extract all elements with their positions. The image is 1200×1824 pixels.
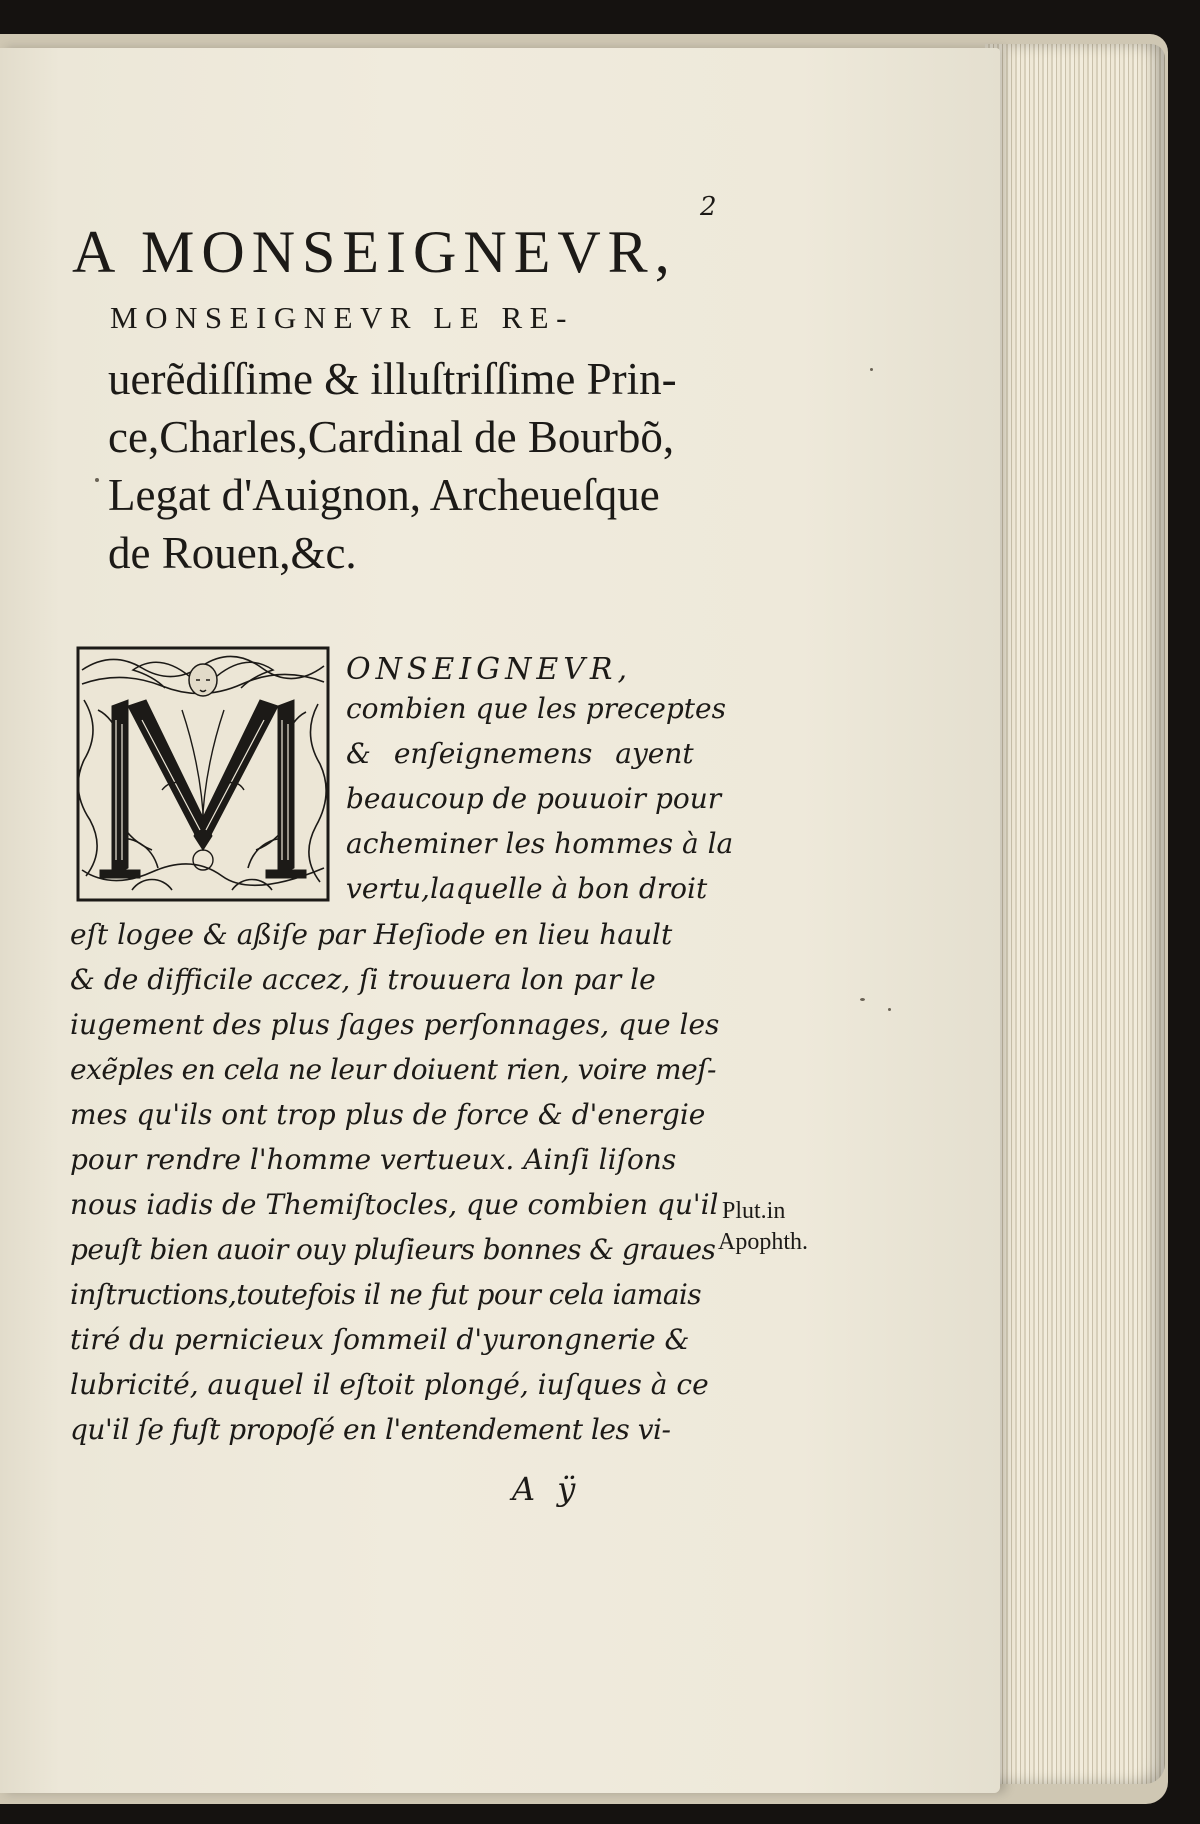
body-line: pour rendre l'homme vertueux. Ainſi liſons (70, 1143, 677, 1176)
ornamental-drop-capital (72, 640, 334, 908)
body-line: tiré du pernicieux ſommeil d'yurongnerie & (70, 1323, 690, 1356)
body-line: peuſt bien auoir ouy pluſieurs bonnes & graues (70, 1233, 716, 1266)
dedication-heading: A MONSEIGNEVR, (72, 219, 677, 285)
dedication-line: ce,Charles,Cardinal de Bourbõ, (108, 412, 675, 462)
body-line: combien que les preceptes (346, 692, 726, 725)
body-line: inſtructions,toutefois il ne fut pour cela iamais (70, 1278, 702, 1311)
body-line: & de difficile accez, ſi trouuera lon par le (70, 963, 656, 996)
body-line: mes qu'ils ont trop plus de force & d'energie (70, 1098, 706, 1131)
body-line: lubricité, auquel il eſtoit plongé, iuſques à ce (70, 1368, 709, 1401)
dedication-line: Legat d'Auignon, Archeueſque (108, 470, 660, 520)
folio-number: 2 (700, 192, 717, 222)
dedication-line: uerẽdiſſime & illuſtriſſime Prin- (108, 354, 677, 404)
body-line: ONSEIGNEVR, (346, 652, 633, 687)
margin-note-line: Plut.in (722, 1198, 786, 1224)
body-line: beaucoup de pouuoir pour (346, 782, 722, 815)
page-edges (985, 44, 1165, 1784)
dedication-address (108, 350, 748, 582)
body-line: vertu,laquelle à bon droit (346, 872, 708, 905)
dedication-subheading: MONSEIGNEVR LE RE- (110, 300, 574, 335)
margin-note (718, 1196, 808, 1258)
body-line: & enſeignemens ayent (346, 737, 694, 770)
body-line: acheminer les hommes à la (346, 827, 734, 860)
dedication-line: de Rouen,&c. (108, 528, 357, 578)
body-line: qu'il ſe fuſt propoſé en l'entendement les vi- (70, 1413, 671, 1446)
margin-note-line: Apophth. (718, 1229, 808, 1255)
body-line: exẽples en cela ne leur doiuent rien, voire meſ- (70, 1053, 717, 1086)
body-line: nous iadis de Themiſtocles, que combien qu'il (70, 1188, 719, 1221)
signature-mark: A ÿ (512, 1470, 582, 1508)
body-line: eſt logee & aßiſe par Heſiode en lieu hault (70, 918, 673, 951)
body-line: iugement des plus ſages perſonnages, que les (70, 1008, 720, 1041)
